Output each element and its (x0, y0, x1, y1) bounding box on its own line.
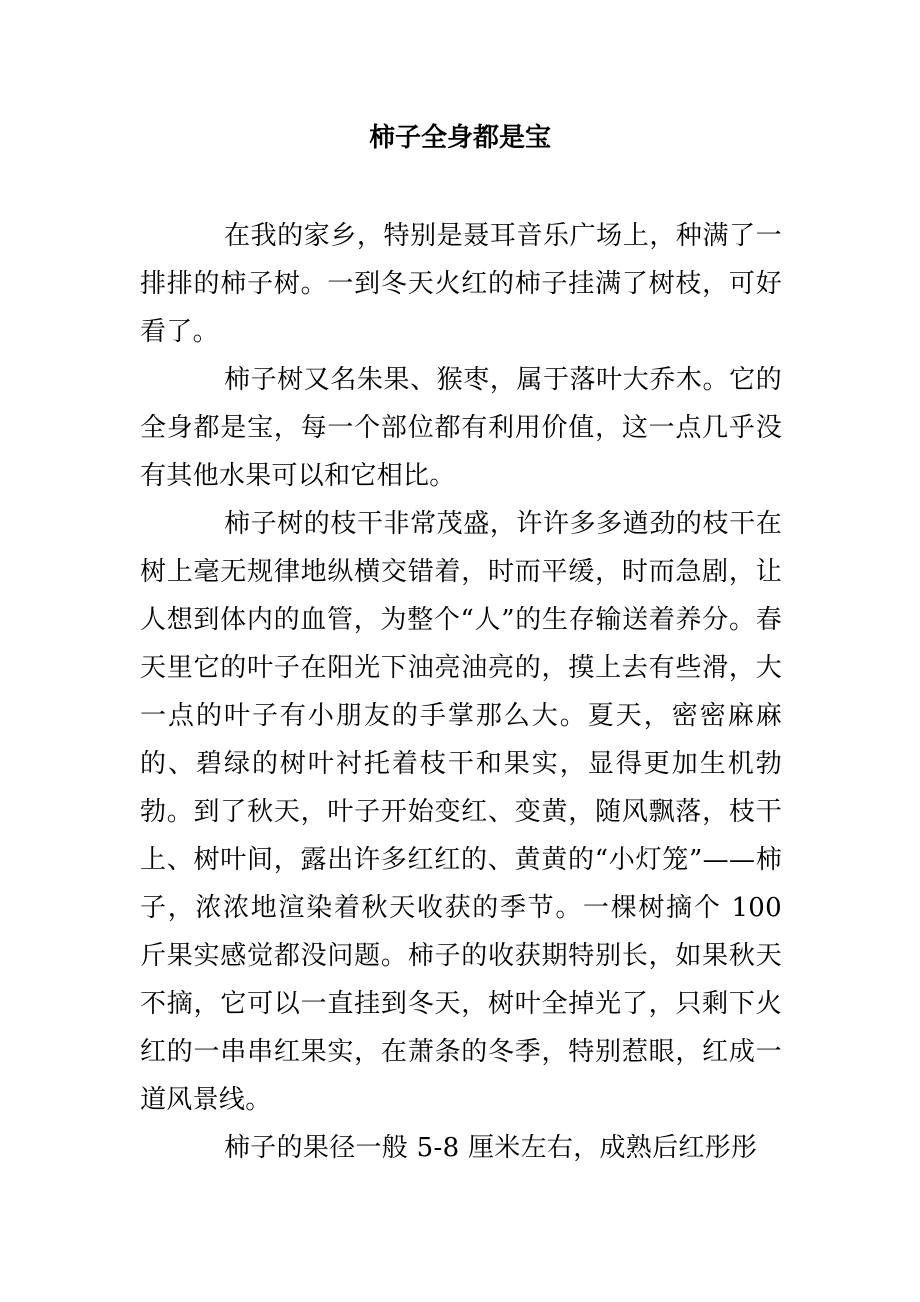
paragraph-2: 柿子树又名朱果、猴枣，属于落叶大乔木。它的全身都是宝，每一个部位都有利用价值，这一点几乎没有其他水果可以和它相比。 (140, 365, 782, 491)
page-title: 柿子全身都是宝 (368, 123, 551, 153)
paragraph-4: 柿子的果径一般 5-8 厘米左右，成熟后红彤彤 (224, 1133, 758, 1163)
article-body (140, 212, 782, 1172)
paragraph-1: 在我的家乡，特别是聂耳音乐广场上，种满了一排排的柿子树。一到冬天火红的柿子挂满了树枝，可好看了。 (140, 221, 782, 347)
paragraph-3: 柿子树的枝干非常茂盛，许许多多遒劲的枝干在树上毫无规律地纵横交错着，时而平缓，时而急剧，让人想到体内的血管，为整个“人”的生存输送着养分。春天里它的叶子在阳光下油亮油亮的，摸上去有些滑，大一点的叶子有小朋友的手掌那么大。夏天，密密麻麻的、碧绿的树叶衬托着枝干和果实，显得更加生机勃勃。到了秋天，叶子开始变红、变黄，随风飘落，枝干上、树叶间，露出许多红红的、黄黄的“小灯笼”——柿子，浓浓地渲染着秋天收获的季节。一棵树摘个 100 斤果实感觉都没问题。柿子的收获期特别长，如果秋天不摘，它可以一直挂到冬天，树叶全掉光了，只剩下火红的一串串红果实，在萧条的冬季，特别惹眼，红成一道风景线。 (140, 509, 782, 1115)
